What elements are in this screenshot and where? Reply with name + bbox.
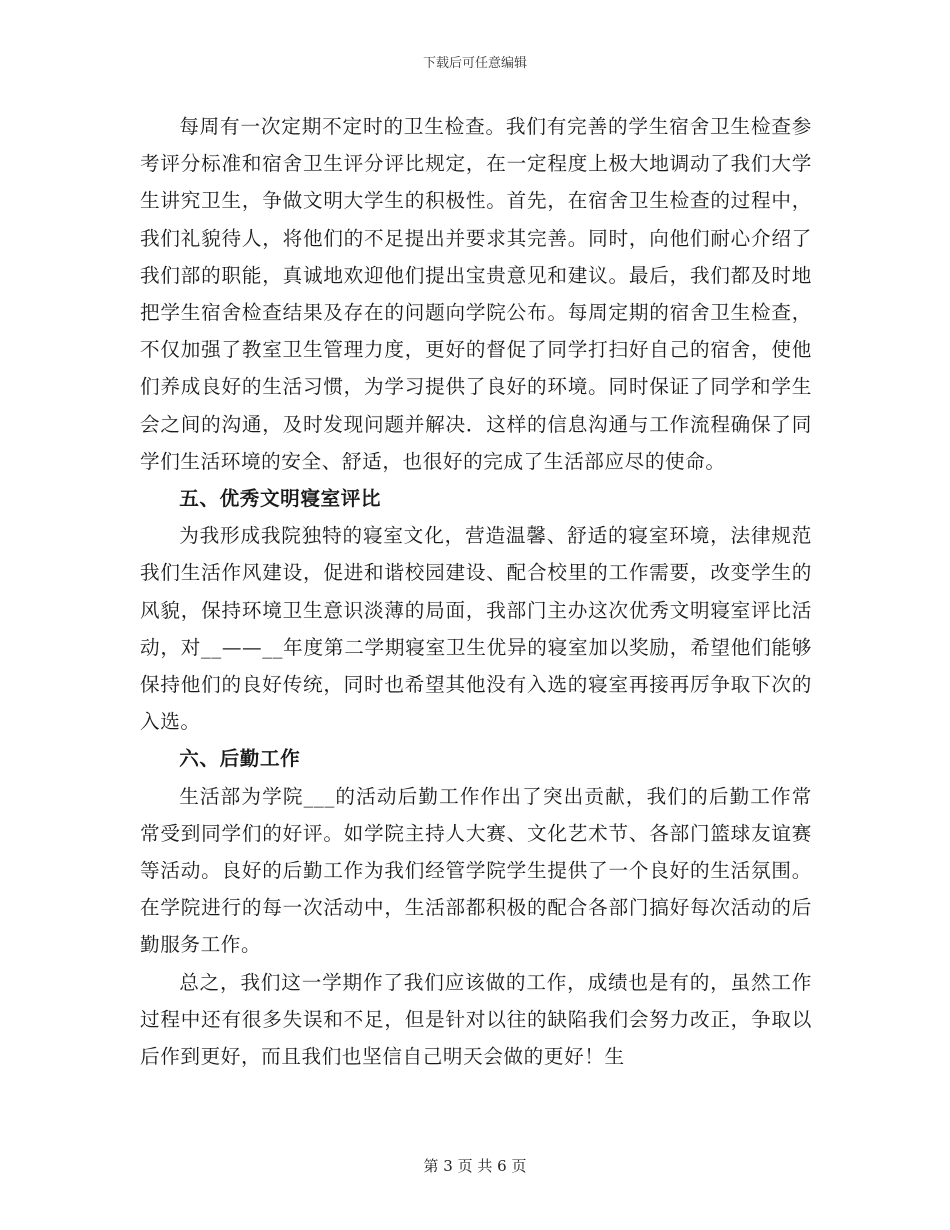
- section-heading-dorm-contest: 五、优秀文明寝室评比: [179, 487, 382, 511]
- paragraph-summary: 总之，我们这一学期作了我们应该做的工作，成绩也是有的，虽然工作过程中还有很多失误和不足，但是针对以往的缺陷我们会努力改正，争取以后作到更好，而且我们也坚信自己明天会做的更好！生: [140, 970, 812, 1069]
- document-body: [140, 108, 812, 1075]
- page-footer: 第 3 页 共 6 页: [423, 1157, 527, 1175]
- page-header: 下载后可任意编辑: [422, 56, 527, 71]
- paragraph-logistics: 生活部为学院___的活动后勤工作作出了突出贡献，我们的后勤工作常常受到同学们的好评。如学院主持人大赛、文化艺术节、各部门篮球友谊赛等活动。良好的后勤工作为我们经管学院学生提供了一个良好的生活氛围。在学院进行的每一次活动中，生活部都积极的配合各部门搞好每次活动的后勤服务工作。: [140, 784, 812, 957]
- section-heading-logistics: 六、后勤工作: [179, 747, 301, 771]
- paragraph-dorm-contest: 为我形成我院独特的寝室文化，营造温馨、舒适的寝室环境，法律规范我们生活作风建设，促进和谐校园建设、配合校里的工作需要，改变学生的风貌，保持环境卫生意识淡薄的局面，我部门主办这次优秀文明寝室评比活动，对__——__年度第二学期寝室卫生优异的寝室加以奖励，希望他们能够保持他们的良好传统，同时也希望其他没有入选的寝室再接再厉争取下次的入选。: [140, 524, 812, 734]
- paragraph-hygiene-inspection: 每周有一次定期不定时的卫生检查。我们有完善的学生宿舍卫生检查参考评分标准和宿舍卫生评分评比规定，在一定程度上极大地调动了我们大学生讲究卫生，争做文明大学生的积极性。首先，在宿舍卫生检查的过程中，我们礼貌待人，将他们的不足提出并要求其完善。同时，向他们耐心介绍了我们部的职能，真诚地欢迎他们提出宝贵意见和建议。最后，我们都及时地把学生宿舍检查结果及存在的问题向学院公布。每周定期的宿舍卫生检查，不仅加强了教室卫生管理力度，更好的督促了同学打扫好自己的宿舍，使他们养成良好的生活习惯，为学习提供了良好的环境。同时保证了同学和学生会之间的沟通，及时发现问题并解决．这样的信息沟通与工作流程确保了同学们生活环境的安全、舒适，也很好的完成了生活部应尽的使命。: [140, 115, 812, 473]
